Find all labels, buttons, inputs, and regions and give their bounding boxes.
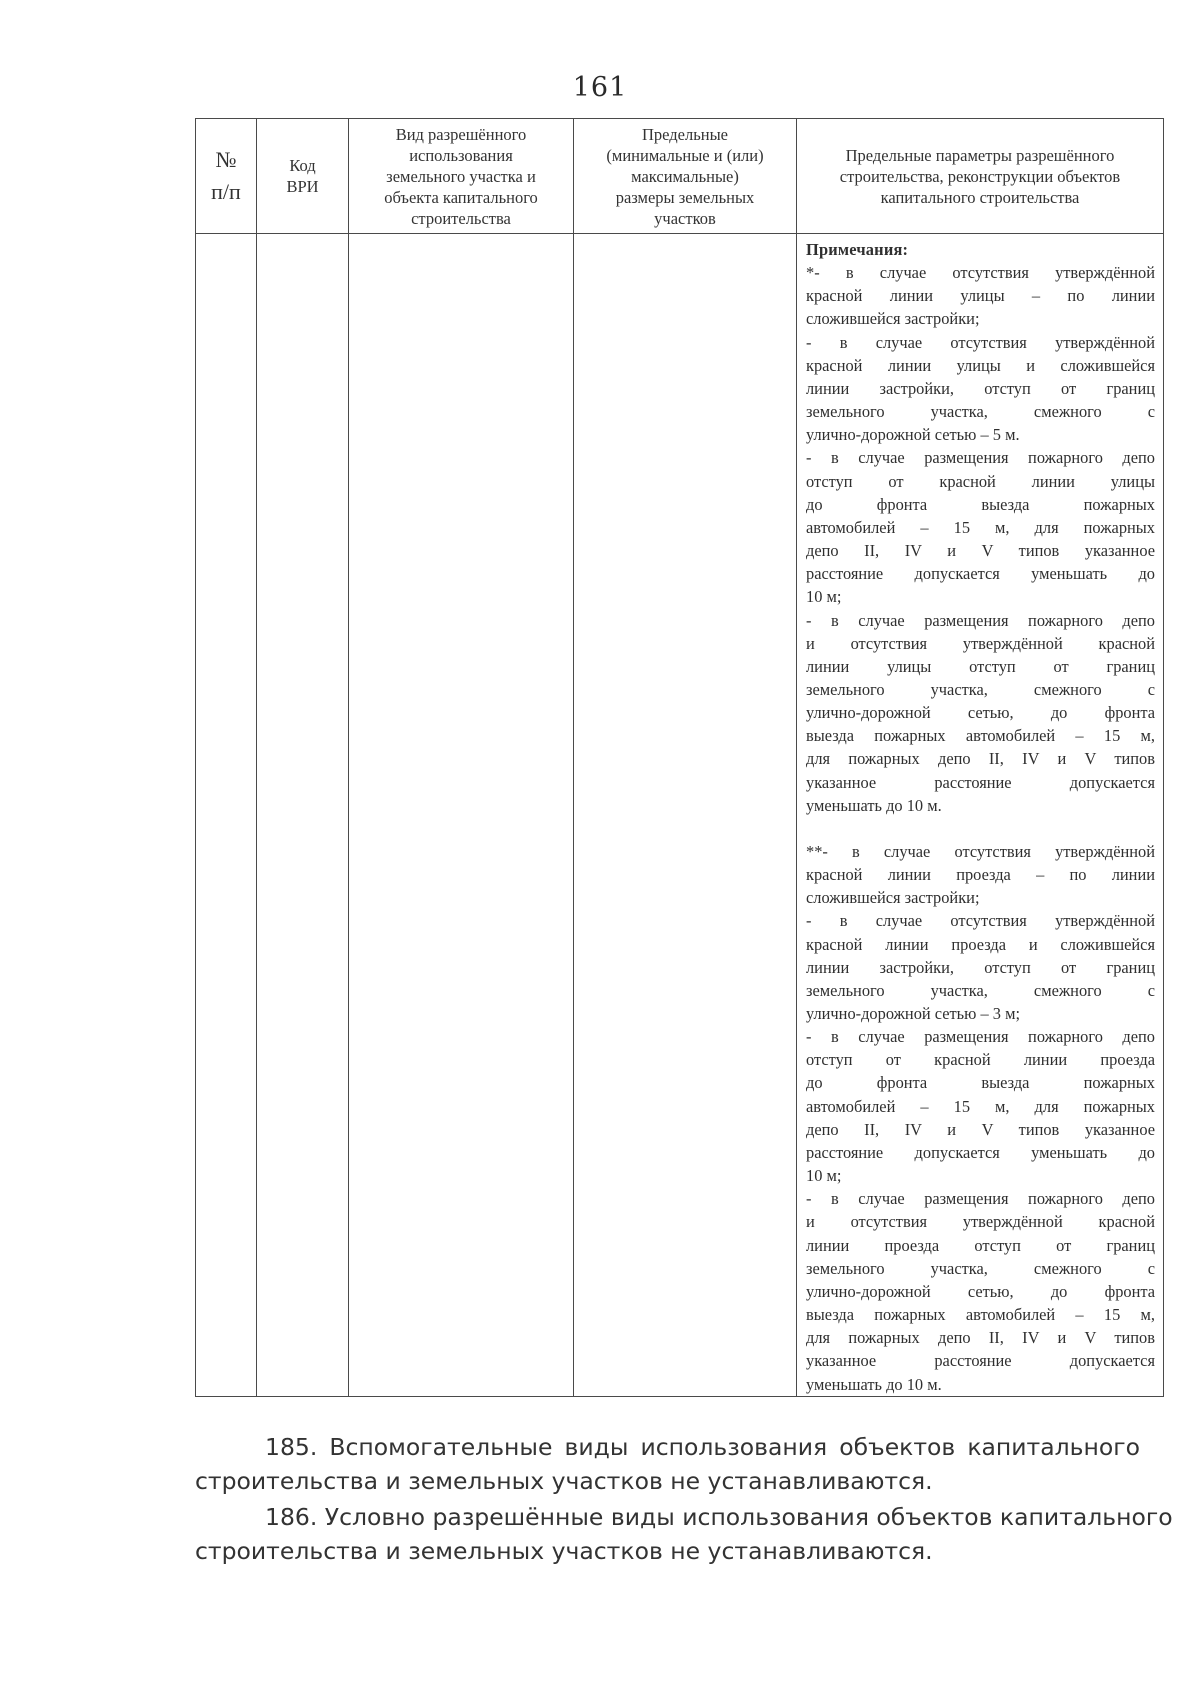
notes-title: Примечания: xyxy=(806,240,909,259)
header-use-type-line: Вид разрешённого xyxy=(395,124,527,144)
note-line: уменьшать до 10 м. xyxy=(806,795,942,815)
table-header-row xyxy=(196,119,1164,234)
note-line: депо II, IV и V типов указанное xyxy=(806,541,1155,561)
note-line: земельного участка, смежного с xyxy=(806,1258,1155,1278)
header-build-params-line: капитального строительства xyxy=(880,187,1080,207)
note-line: 10 м; xyxy=(806,587,842,607)
note-line: - в случае отсутствия утверждённой xyxy=(806,911,1155,931)
cell-plot-sizes xyxy=(574,234,797,1397)
header-code-line: ВРИ xyxy=(286,177,319,196)
note-line: - в случае отсутствия утверждённой xyxy=(806,332,1155,352)
header-number-line: № xyxy=(215,147,237,172)
note-line: выезда пожарных автомобилей – 15 м, xyxy=(806,1305,1155,1325)
notes-spacer xyxy=(806,817,1155,840)
note-line: и отсутствия утверждённой красной xyxy=(806,633,1155,653)
paragraph-line: 186. Условно разрешённые виды использования объектов капитального xyxy=(265,1503,1173,1531)
header-code-line: Код xyxy=(289,156,316,175)
note-line: улично-дорожной сетью, до фронта xyxy=(806,703,1155,723)
note-line: красной линии улицы и сложившейся xyxy=(806,355,1155,375)
paragraph-line: строительства и земельных участков не устанавливаются. xyxy=(195,1537,933,1565)
cell-build-params xyxy=(797,234,1164,1397)
note-line: отступ от красной линии улицы xyxy=(806,471,1155,491)
note-line: автомобилей – 15 м, для пожарных xyxy=(806,1096,1155,1116)
header-number-line: п/п xyxy=(211,179,241,204)
note-line: 10 м; xyxy=(806,1166,842,1186)
notes-block-2 xyxy=(806,840,1155,1396)
header-plot-sizes xyxy=(574,119,797,234)
note-line: указанное расстояние допускается xyxy=(806,1351,1155,1371)
cell-use-type xyxy=(349,234,574,1397)
header-number xyxy=(196,119,257,234)
note-line: до фронта выезда пожарных xyxy=(806,1073,1155,1093)
note-line: красной линии улицы – по линии xyxy=(806,286,1155,306)
paragraph-line: 185. Вспомогательные виды использования объектов капитального xyxy=(265,1433,1140,1461)
land-use-table xyxy=(195,118,1164,1397)
header-use-type xyxy=(349,119,574,234)
note-line: для пожарных депо II, IV и V типов xyxy=(806,1328,1155,1348)
note-line: линии улицы отступ от границ xyxy=(806,656,1155,676)
note-line: указанное расстояние допускается xyxy=(806,772,1155,792)
note-line: до фронта выезда пожарных xyxy=(806,494,1155,514)
note-line: - в случае размещения пожарного депо xyxy=(806,1189,1155,1209)
note-line: - в случае размещения пожарного депо xyxy=(806,610,1155,630)
header-plot-sizes-line: размеры земельных xyxy=(615,187,755,207)
note-line: линии застройки, отступ от границ xyxy=(806,957,1155,977)
note-line: сложившейся застройки; xyxy=(806,309,980,329)
notes-block xyxy=(797,234,1163,1396)
note-line: улично-дорожной сетью – 5 м. xyxy=(806,425,1020,445)
header-use-type-line: строительства xyxy=(411,208,511,228)
note-line: земельного участка, смежного с xyxy=(806,679,1155,699)
note-line: расстояние допускается уменьшать до xyxy=(806,564,1155,584)
note-line: - в случае размещения пожарного депо xyxy=(806,1027,1155,1047)
note-line: для пожарных депо II, IV и V типов xyxy=(806,749,1155,769)
note-line: улично-дорожной сетью – 3 м; xyxy=(806,1004,1021,1023)
note-line: улично-дорожной сетью, до фронта xyxy=(806,1281,1155,1301)
header-plot-sizes-line: участков xyxy=(654,208,716,228)
header-build-params-line: строительства, реконструкции объектов xyxy=(839,166,1121,186)
note-line: и отсутствия утверждённой красной xyxy=(806,1212,1155,1232)
header-code xyxy=(257,119,349,234)
header-plot-sizes-line: Предельные xyxy=(642,124,728,144)
note-line: красной линии проезда и сложившейся xyxy=(806,934,1155,954)
note-line: **- в случае отсутствия утверждённой xyxy=(806,841,1155,861)
notes-block-1 xyxy=(806,261,1155,817)
paragraph-line: строительства и земельных участков не устанавливаются. xyxy=(195,1467,933,1495)
note-line: автомобилей – 15 м, для пожарных xyxy=(806,517,1155,537)
cell-number xyxy=(196,234,257,1397)
note-line: красной линии проезда – по линии xyxy=(806,865,1155,885)
paragraph-186 xyxy=(195,1500,1173,1568)
note-line: депо II, IV и V типов указанное xyxy=(806,1119,1155,1139)
note-line: земельного участка, смежного с xyxy=(806,980,1155,1000)
header-use-type-line: объекта капитального xyxy=(384,187,538,207)
page-number: 161 xyxy=(572,72,628,103)
paragraph-185 xyxy=(195,1430,1140,1498)
table-row xyxy=(196,234,1164,1397)
note-line: расстояние допускается уменьшать до xyxy=(806,1142,1155,1162)
header-build-params xyxy=(797,119,1164,234)
header-plot-sizes-line: (минимальные и (или) xyxy=(606,145,764,165)
cell-code xyxy=(257,234,349,1397)
header-plot-sizes-line: максимальные) xyxy=(631,166,739,186)
note-line: *- в случае отсутствия утверждённой xyxy=(806,263,1155,283)
note-line: выезда пожарных автомобилей – 15 м, xyxy=(806,726,1155,746)
header-use-type-line: земельного участка и xyxy=(386,166,536,186)
note-line: отступ от красной линии проезда xyxy=(806,1050,1155,1070)
note-line: сложившейся застройки; xyxy=(806,888,980,908)
note-line: - в случае размещения пожарного депо xyxy=(806,448,1155,468)
header-build-params-line: Предельные параметры разрешённого xyxy=(845,145,1115,165)
note-line: линии проезда отступ от границ xyxy=(806,1235,1155,1255)
note-line: уменьшать до 10 м. xyxy=(806,1374,942,1394)
note-line: линии застройки, отступ от границ xyxy=(806,378,1155,398)
note-line: земельного участка, смежного с xyxy=(806,402,1155,422)
header-use-type-line: использования xyxy=(409,145,513,165)
